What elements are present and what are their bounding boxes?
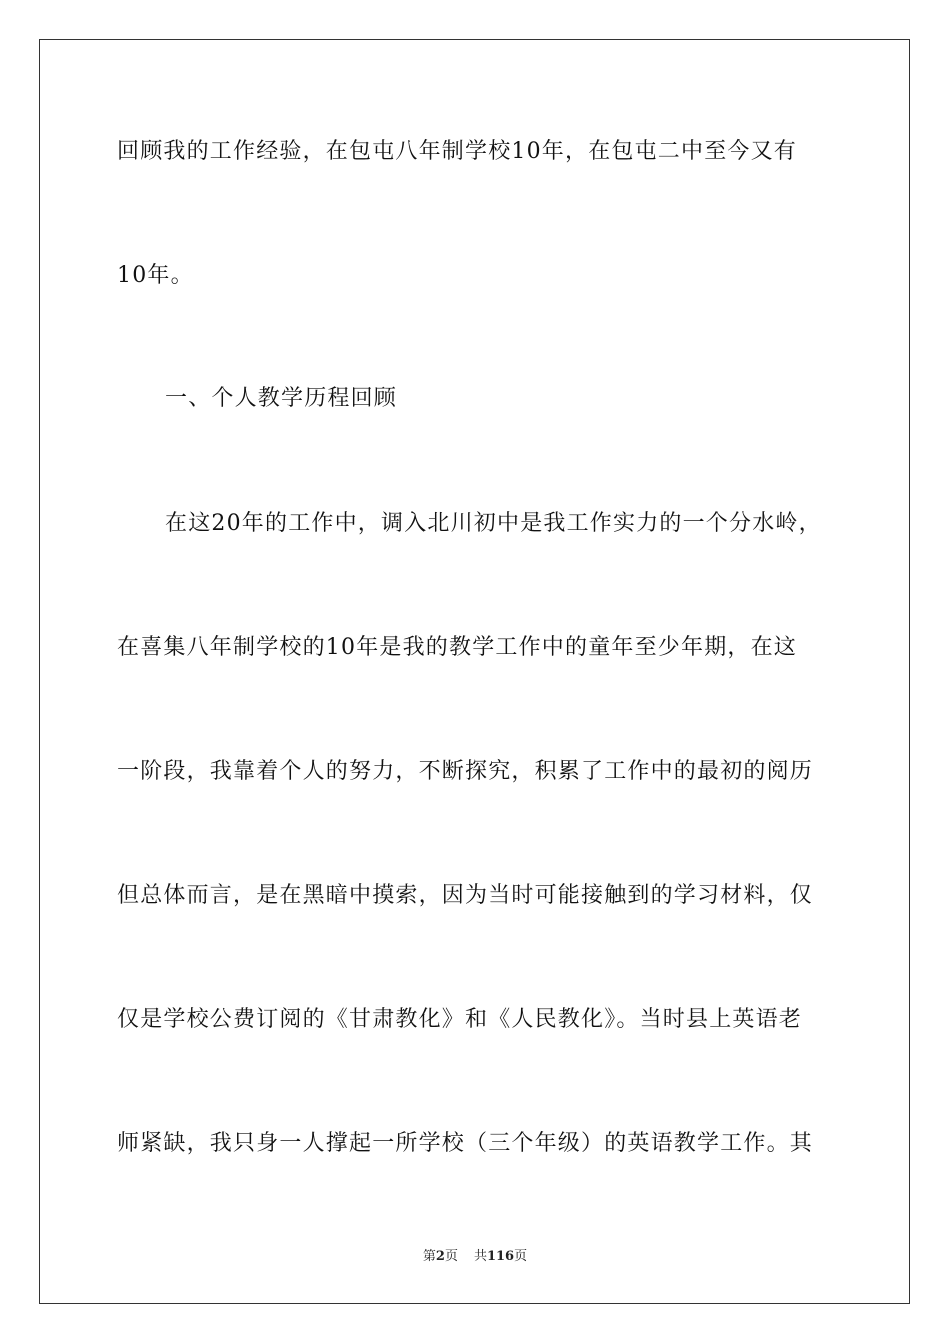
body-text-line: 回顾我的工作经验，在包屯八年制学校10年，在包屯二中至今又有 xyxy=(117,139,797,164)
body-text-line: 在喜集八年制学校的10年是我的教学工作中的童年至少年期，在这 xyxy=(117,635,797,660)
section-heading: 一、个人教学历程回顾 xyxy=(165,386,398,411)
body-text-line: 10年。 xyxy=(117,263,194,288)
page-label-suffix: 页 xyxy=(444,1249,458,1264)
body-text-line: 但总体而言，是在黑暗中摸索，因为当时可能接触到的学习材料，仅 xyxy=(117,883,814,908)
total-label-prefix: 共 xyxy=(473,1249,487,1264)
body-text-line: 师紧缺，我只身一人撑起一所学校（三个年级）的英语教学工作。其 xyxy=(117,1131,814,1156)
page-label-prefix: 第 xyxy=(422,1249,436,1264)
body-text-line: 一阶段，我靠着个人的努力，不断探究，积累了工作中的最初的阅历 xyxy=(117,759,814,784)
body-text-line: 在这20年的工作中，调入北川初中是我工作实力的一个分水岭， xyxy=(165,511,822,536)
body-text-line: 仅是学校公费订阅的《甘肃教化》和《人民教化》。当时县上英语老 xyxy=(117,1007,803,1032)
total-label-suffix: 页 xyxy=(514,1249,528,1264)
page-footer xyxy=(0,1248,950,1266)
page-border xyxy=(39,39,910,1304)
page-number: 2 xyxy=(435,1249,445,1264)
total-pages: 116 xyxy=(486,1249,515,1264)
